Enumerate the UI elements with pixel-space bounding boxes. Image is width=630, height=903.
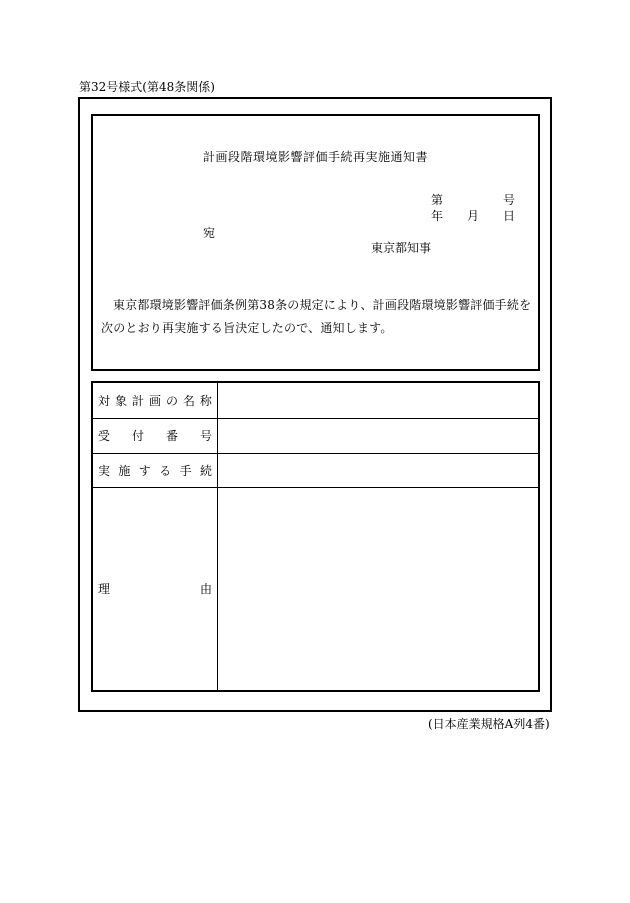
label-char: の	[165, 393, 178, 408]
field-reason[interactable]	[218, 487, 540, 691]
document-date-row	[431, 208, 515, 224]
notice-body: 東京都環境影響評価条例第38条の規定により、計画段階環境影響評価手続を次のとおり再実施する旨決定したので、通知します。	[101, 298, 532, 335]
row-label-reason	[92, 487, 218, 691]
date-month: 月	[466, 209, 479, 223]
label-char: 象	[114, 393, 127, 408]
label-char: 付	[131, 429, 144, 443]
table-row-plan-name	[92, 382, 539, 418]
label-char: 続	[199, 463, 212, 478]
label-char: 番	[165, 429, 178, 443]
form-label: 第32号様式(第48条関係)	[79, 80, 215, 94]
label-char: 画	[148, 393, 161, 408]
label-char: 手	[179, 463, 192, 478]
field-receipt-number[interactable]	[218, 418, 540, 453]
row-label-procedure	[92, 453, 218, 487]
document-title: 計画段階環境影響評価手続再実施通知書	[202, 150, 428, 164]
table-row-procedure	[92, 453, 539, 487]
label-char: す	[138, 463, 151, 478]
table-row-receipt-number	[92, 418, 539, 453]
detail-table	[91, 381, 540, 692]
document-number-block	[431, 192, 515, 224]
notice-box	[91, 114, 540, 371]
number-suffix: 号	[502, 193, 515, 207]
label-char: 対	[98, 393, 111, 408]
row-label-receipt-number	[92, 418, 218, 453]
date-year: 年	[431, 209, 444, 223]
table-row-reason	[92, 487, 539, 691]
number-prefix: 第	[431, 193, 444, 207]
label-char: 実	[98, 463, 111, 478]
label-char: 計	[131, 393, 144, 408]
label-char: 施	[118, 463, 131, 478]
field-plan-name[interactable]	[218, 382, 540, 418]
label-char: 受	[98, 429, 111, 443]
issuer: 東京都知事	[371, 241, 432, 255]
addressee-suffix: 宛	[203, 226, 216, 240]
label-char: 名	[182, 393, 195, 408]
label-char: る	[159, 463, 172, 478]
label-char: 称	[199, 393, 212, 408]
document-number-row	[431, 192, 515, 208]
label-char: 号	[199, 429, 212, 443]
label-char: 由	[199, 582, 212, 597]
row-label-plan-name	[92, 382, 218, 418]
label-char: 理	[98, 582, 111, 597]
date-day: 日	[502, 209, 515, 223]
field-procedure[interactable]	[218, 453, 540, 487]
footer-note: (日本産業規格A列4番)	[428, 717, 550, 731]
